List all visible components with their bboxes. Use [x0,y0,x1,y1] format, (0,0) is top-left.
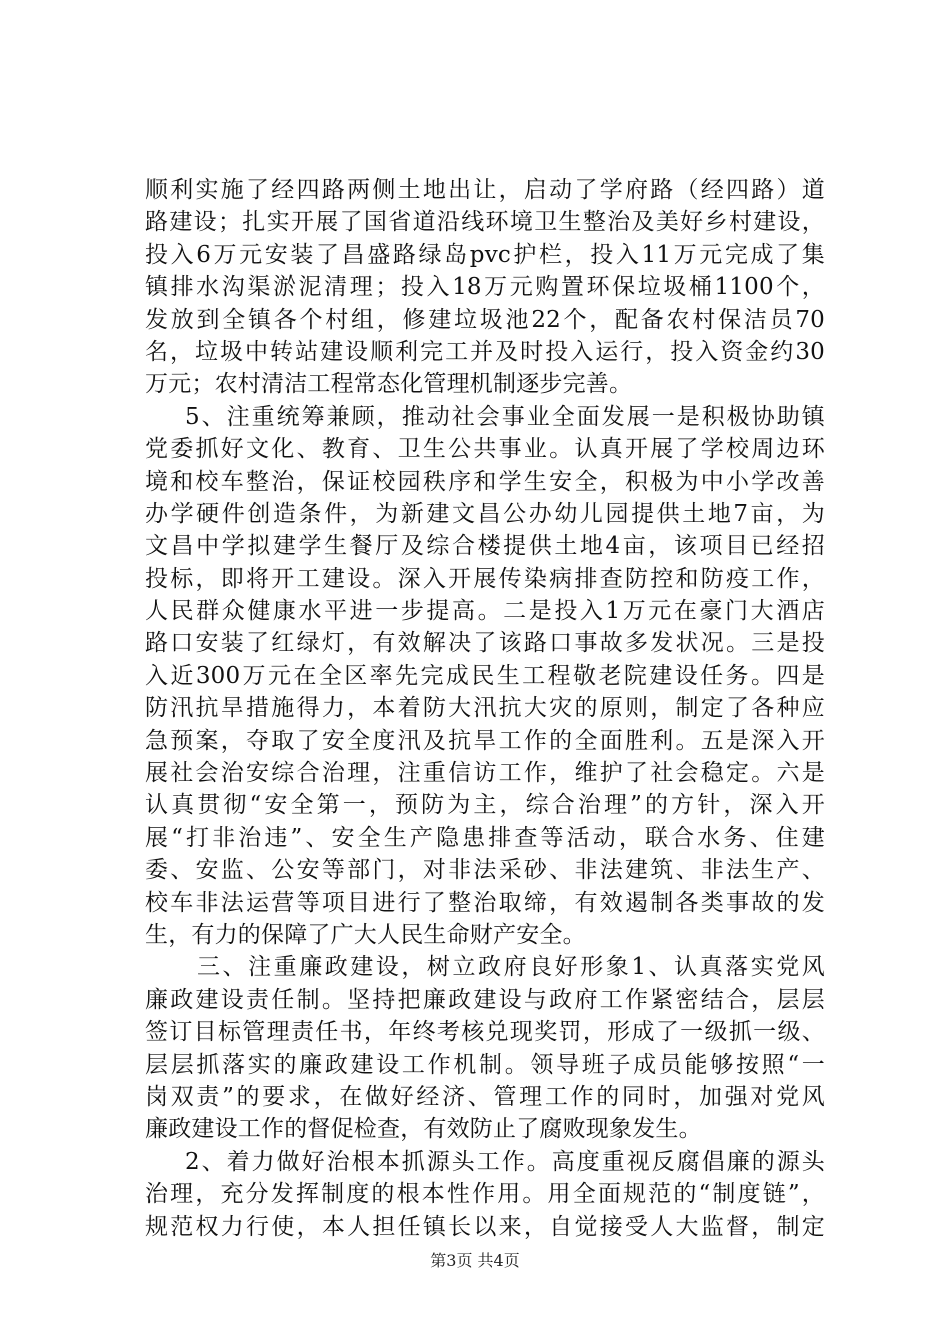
text-line: 名，垃圾中转站建设顺利完工并及时投入运行，投入资金约30 [145,338,825,365]
text-line: 镇排水沟渠淤泥清理；投入18万元购置环保垃圾桶1100个， [145,274,825,301]
text-line: 签订目标管理责任书，年终考核兑现奖罚，形成了一级抓一级、 [145,1019,825,1046]
page-number: 第3页 共4页 [430,1251,520,1270]
text-line: 展“打非治违”、安全生产隐患排查等活动，联合水务、住建 [145,824,825,851]
text-line: 党委抓好文化、教育、卫生公共事业。认真开展了学校周边环 [145,436,825,463]
text-line: 委、安监、公安等部门，对非法采砂、非法建筑、非法生产、 [145,857,825,884]
text-line: 投入6万元安装了昌盛路绿岛pvc护栏，投入11万元完成了集 [145,241,825,268]
text-line: 展社会治安综合治理，注重信访工作，维护了社会稳定。六是 [145,760,825,787]
text-line: 急预案，夺取了安全度汛及抗旱工作的全面胜利。五是深入开 [145,727,825,754]
text-line: 层层抓落实的廉政建设工作机制。领导班子成员能够按照“一 [145,1051,825,1078]
text-line: 5、注重统筹兼顾，推动社会事业全面发展一是积极协助镇 [185,403,825,430]
text-line: 路口安装了红绿灯，有效解决了该路口事故多发状况。三是投 [145,630,825,657]
text-line: 三、注重廉政建设，树立政府良好形象1、认真落实党风 [197,954,825,981]
text-line: 投标，即将开工建设。深入开展传染病排查防控和防疫工作， [145,565,825,592]
body-text [145,174,825,1243]
text-line: 2、着力做好治根本抓源头工作。高度重视反腐倡廉的源头 [185,1148,825,1175]
text-line: 办学硬件创造条件，为新建文昌公办幼儿园提供土地7亩，为 [145,500,825,527]
text-line: 境和校车整治，保证校园秩序和学生安全，积极为中小学改善 [145,468,825,495]
text-line: 入近300万元在全区率先完成民生工程敬老院建设任务。四是 [145,662,825,689]
text-line: 文昌中学拟建学生餐厅及综合楼提供土地4亩，该项目已经招 [145,533,825,560]
text-line: 生，有力的保障了广大人民生命财产安全。 [145,921,586,948]
text-line: 万元；农村清洁工程常态化管理机制逐步完善。 [145,371,633,398]
text-line: 校车非法运营等项目进行了整治取缔，有效遏制各类事故的发 [145,889,825,916]
text-line: 治理，充分发挥制度的根本性作用。用全面规范的“制度链”， [145,1181,825,1208]
text-line: 发放到全镇各个村组，修建垃圾池22个，配备农村保洁员70 [145,306,825,333]
text-line: 岗双责”的要求，在做好经济、管理工作的同时，加强对党风 [145,1083,825,1110]
text-line: 路建设；扎实开展了国省道沿线环境卫生整治及美好乡村建设， [145,209,825,236]
text-line: 廉政建设责任制。坚持把廉政建设与政府工作紧密结合，层层 [145,986,825,1013]
text-line: 人民群众健康水平进一步提高。二是投入1万元在豪门大酒店 [145,598,825,625]
text-line: 认真贯彻“安全第一，预防为主，综合治理”的方针，深入开 [145,792,825,819]
page-footer [0,1248,950,1271]
text-line: 廉政建设工作的督促检查，有效防止了腐败现象发生。 [145,1116,702,1143]
text-line: 防汛抗旱措施得力，本着防大汛抗大灾的原则，制定了各种应 [145,695,825,722]
text-line: 顺利实施了经四路两侧土地出让，启动了学府路（经四路）道 [145,177,825,203]
text-line: 规范权力行使，本人担任镇长以来，自觉接受人大监督，制定 [145,1213,825,1240]
